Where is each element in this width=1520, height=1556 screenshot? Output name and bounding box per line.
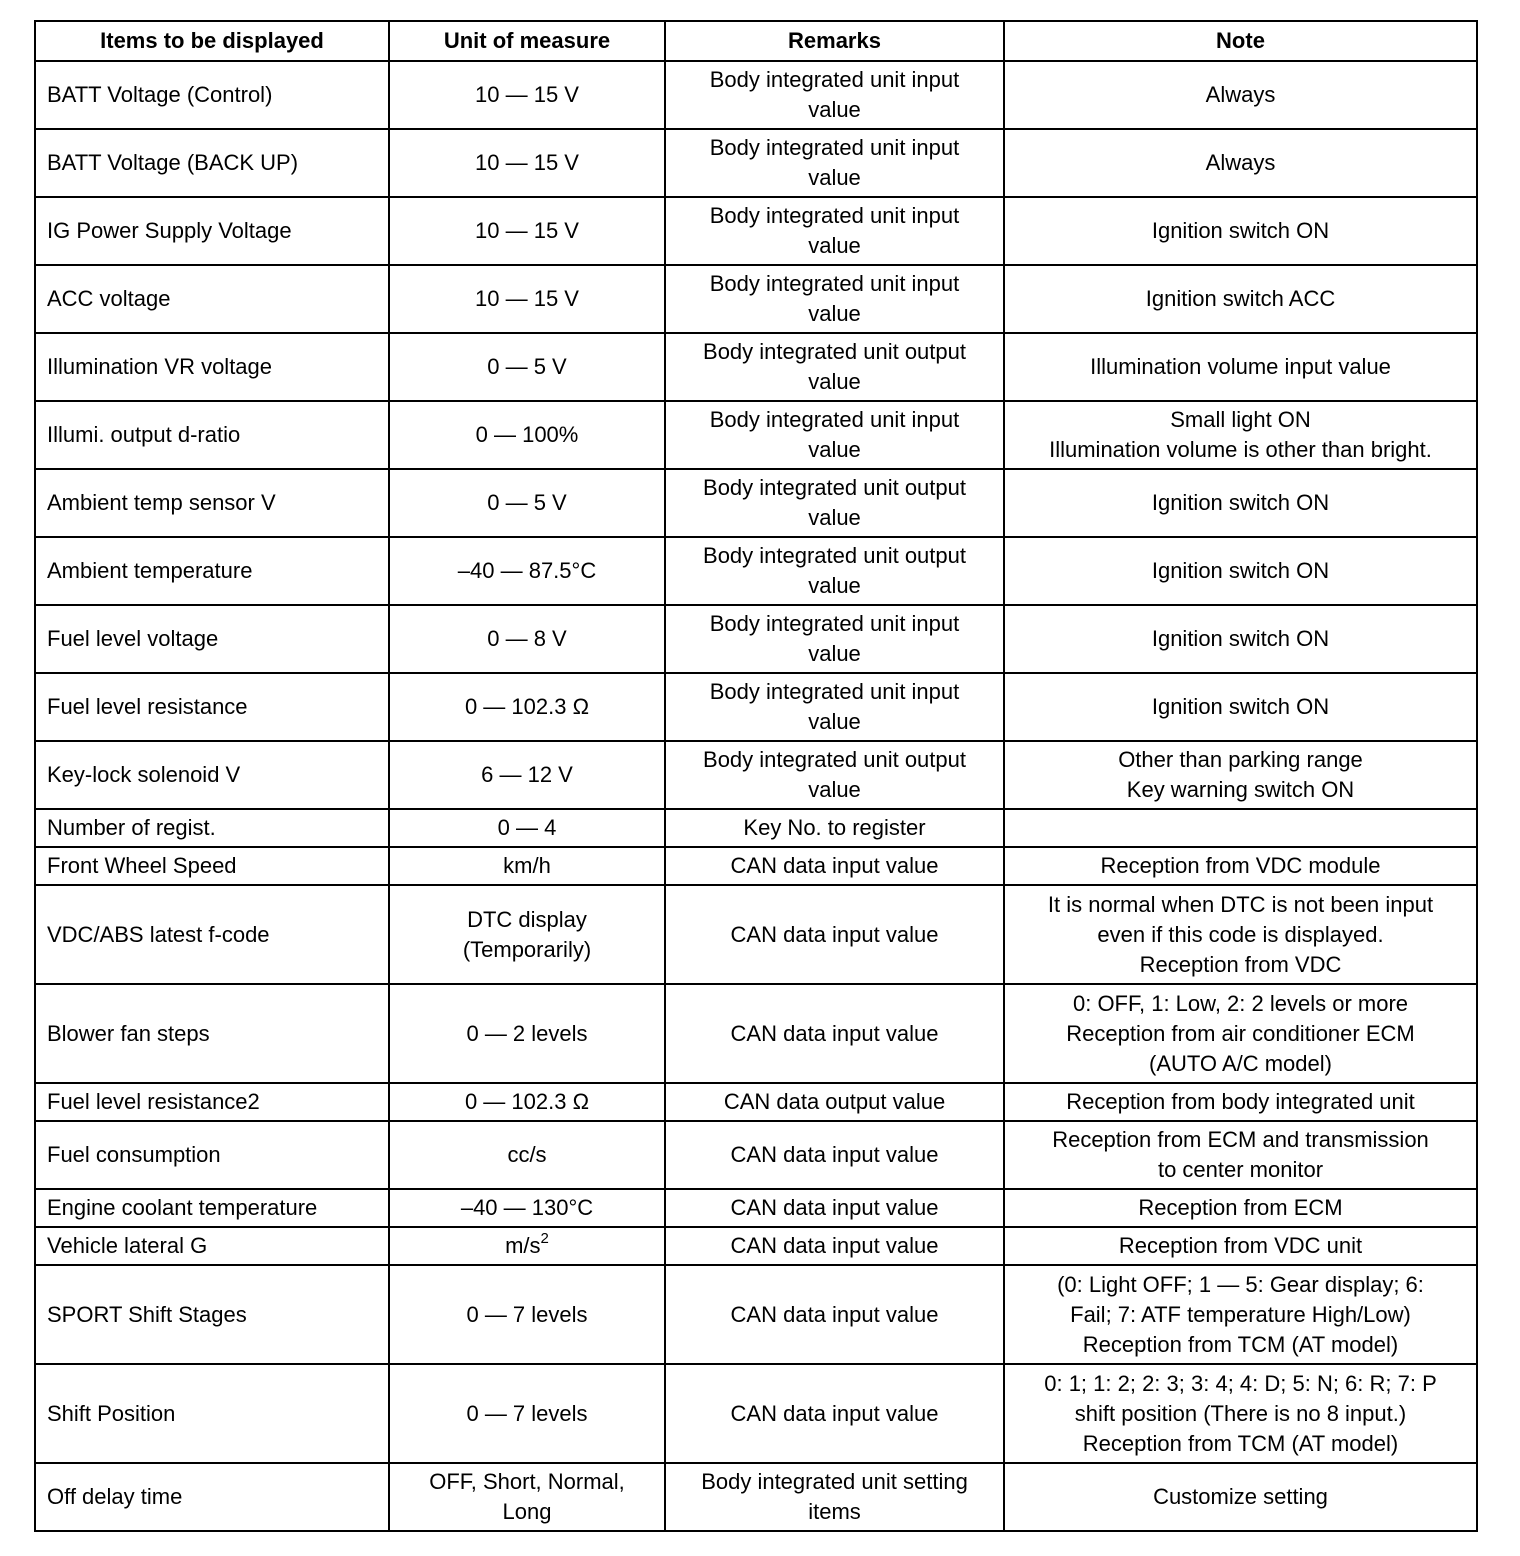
- item-cell: Off delay time: [35, 1463, 389, 1531]
- unit-cell: 10 — 15 V: [389, 129, 665, 197]
- note-cell: Customize setting: [1004, 1463, 1477, 1531]
- note-cell: Illumination volume input value: [1004, 333, 1477, 401]
- note-cell: Other than parking range Key warning switch ON: [1004, 741, 1477, 809]
- item-cell: Fuel level voltage: [35, 605, 389, 673]
- unit-cell: [389, 1227, 665, 1265]
- table-row: [35, 741, 1477, 809]
- unit-text: m/s: [505, 1233, 541, 1258]
- note-cell: 0: OFF, 1: Low, 2: 2 levels or more Reception from air conditioner ECM (AUTO A/C model): [1004, 984, 1477, 1083]
- remarks-cell: Body integrated unit input value: [665, 129, 1004, 197]
- unit-cell: 0 — 7 levels: [389, 1265, 665, 1364]
- item-cell: Illumi. output d-ratio: [35, 401, 389, 469]
- item-cell: Shift Position: [35, 1364, 389, 1463]
- table-row: [35, 1083, 1477, 1121]
- note-cell: Reception from body integrated unit: [1004, 1083, 1477, 1121]
- remarks-cell: Body integrated unit output value: [665, 741, 1004, 809]
- unit-cell: 0 — 100%: [389, 401, 665, 469]
- remarks-cell: CAN data input value: [665, 984, 1004, 1083]
- unit-cell: 0 — 4: [389, 809, 665, 847]
- header-remarks: Remarks: [665, 21, 1004, 61]
- unit-cell: DTC display (Temporarily): [389, 885, 665, 984]
- unit-cell: 0 — 102.3 Ω: [389, 673, 665, 741]
- item-cell: Blower fan steps: [35, 984, 389, 1083]
- table-row: [35, 61, 1477, 129]
- item-cell: Ambient temperature: [35, 537, 389, 605]
- item-cell: Fuel consumption: [35, 1121, 389, 1189]
- note-cell: Always: [1004, 61, 1477, 129]
- display-items-table: [34, 20, 1478, 1532]
- item-cell: BATT Voltage (BACK UP): [35, 129, 389, 197]
- item-cell: Key-lock solenoid V: [35, 741, 389, 809]
- unit-cell: –40 — 87.5°C: [389, 537, 665, 605]
- item-cell: SPORT Shift Stages: [35, 1265, 389, 1364]
- unit-cell: –40 — 130°C: [389, 1189, 665, 1227]
- remarks-cell: Body integrated unit setting items: [665, 1463, 1004, 1531]
- note-cell: Reception from ECM and transmission to center monitor: [1004, 1121, 1477, 1189]
- header-items: Items to be displayed: [35, 21, 389, 61]
- note-cell: Ignition switch ON: [1004, 605, 1477, 673]
- item-cell: Fuel level resistance2: [35, 1083, 389, 1121]
- remarks-cell: Body integrated unit input value: [665, 605, 1004, 673]
- item-cell: Ambient temp sensor V: [35, 469, 389, 537]
- unit-cell: 0 — 8 V: [389, 605, 665, 673]
- table-row: [35, 673, 1477, 741]
- unit-cell: 6 — 12 V: [389, 741, 665, 809]
- remarks-cell: Body integrated unit input value: [665, 401, 1004, 469]
- remarks-cell: CAN data output value: [665, 1083, 1004, 1121]
- item-cell: Number of regist.: [35, 809, 389, 847]
- unit-cell: cc/s: [389, 1121, 665, 1189]
- table-row: [35, 1364, 1477, 1463]
- remarks-cell: Body integrated unit output value: [665, 333, 1004, 401]
- table-row: [35, 1189, 1477, 1227]
- note-cell: 0: 1; 1: 2; 2: 3; 3: 4; 4: D; 5: N; 6: R; 7: P shift position (There is no 8 input.) Reception from TCM (AT model): [1004, 1364, 1477, 1463]
- table-row: [35, 129, 1477, 197]
- table-row: [35, 469, 1477, 537]
- table-row: [35, 1463, 1477, 1531]
- unit-cell: 0 — 5 V: [389, 469, 665, 537]
- item-cell: Fuel level resistance: [35, 673, 389, 741]
- item-cell: Illumination VR voltage: [35, 333, 389, 401]
- note-cell: Ignition switch ON: [1004, 673, 1477, 741]
- unit-cell: km/h: [389, 847, 665, 885]
- item-cell: VDC/ABS latest f-code: [35, 885, 389, 984]
- unit-cell: 0 — 2 levels: [389, 984, 665, 1083]
- table-row: [35, 847, 1477, 885]
- item-cell: ACC voltage: [35, 265, 389, 333]
- item-cell: IG Power Supply Voltage: [35, 197, 389, 265]
- table-row: [35, 1227, 1477, 1265]
- table-row: [35, 809, 1477, 847]
- item-cell: Front Wheel Speed: [35, 847, 389, 885]
- remarks-cell: Body integrated unit input value: [665, 673, 1004, 741]
- remarks-cell: CAN data input value: [665, 1227, 1004, 1265]
- unit-cell: 0 — 102.3 Ω: [389, 1083, 665, 1121]
- item-cell: BATT Voltage (Control): [35, 61, 389, 129]
- remarks-cell: Body integrated unit input value: [665, 197, 1004, 265]
- item-cell: Vehicle lateral G: [35, 1227, 389, 1265]
- table-row: [35, 197, 1477, 265]
- note-cell: Ignition switch ON: [1004, 197, 1477, 265]
- table-row: [35, 1265, 1477, 1364]
- item-cell: Engine coolant temperature: [35, 1189, 389, 1227]
- note-cell: (0: Light OFF; 1 — 5: Gear display; 6: Fail; 7: ATF temperature High/Low) Reception from TCM (AT model): [1004, 1265, 1477, 1364]
- unit-cell: 0 — 5 V: [389, 333, 665, 401]
- table-row: [35, 1121, 1477, 1189]
- note-cell: Reception from VDC unit: [1004, 1227, 1477, 1265]
- remarks-cell: CAN data input value: [665, 885, 1004, 984]
- table-row: [35, 401, 1477, 469]
- note-cell: [1004, 809, 1477, 847]
- note-cell: Ignition switch ON: [1004, 537, 1477, 605]
- note-cell: Ignition switch ON: [1004, 469, 1477, 537]
- unit-cell: 10 — 15 V: [389, 61, 665, 129]
- remarks-cell: Body integrated unit output value: [665, 537, 1004, 605]
- header-note: Note: [1004, 21, 1477, 61]
- remarks-cell: Body integrated unit output value: [665, 469, 1004, 537]
- header-row: [35, 21, 1477, 61]
- unit-cell: OFF, Short, Normal, Long: [389, 1463, 665, 1531]
- note-cell: Reception from VDC module: [1004, 847, 1477, 885]
- remarks-cell: CAN data input value: [665, 1265, 1004, 1364]
- table-row: [35, 537, 1477, 605]
- table-row: [35, 984, 1477, 1083]
- remarks-cell: Body integrated unit input value: [665, 61, 1004, 129]
- note-cell: Reception from ECM: [1004, 1189, 1477, 1227]
- unit-superscript: 2: [540, 1229, 549, 1247]
- table-row: [35, 265, 1477, 333]
- unit-cell: 10 — 15 V: [389, 197, 665, 265]
- note-cell: It is normal when DTC is not been input even if this code is displayed. Reception from VDC: [1004, 885, 1477, 984]
- remarks-cell: CAN data input value: [665, 1189, 1004, 1227]
- header-unit: Unit of measure: [389, 21, 665, 61]
- remarks-cell: CAN data input value: [665, 1121, 1004, 1189]
- note-cell: Small light ON Illumination volume is other than bright.: [1004, 401, 1477, 469]
- note-cell: Always: [1004, 129, 1477, 197]
- unit-cell: 0 — 7 levels: [389, 1364, 665, 1463]
- remarks-cell: Body integrated unit input value: [665, 265, 1004, 333]
- table-row: [35, 605, 1477, 673]
- table-row: [35, 333, 1477, 401]
- remarks-cell: Key No. to register: [665, 809, 1004, 847]
- note-cell: Ignition switch ACC: [1004, 265, 1477, 333]
- unit-cell: 10 — 15 V: [389, 265, 665, 333]
- table-row: [35, 885, 1477, 984]
- remarks-cell: CAN data input value: [665, 847, 1004, 885]
- remarks-cell: CAN data input value: [665, 1364, 1004, 1463]
